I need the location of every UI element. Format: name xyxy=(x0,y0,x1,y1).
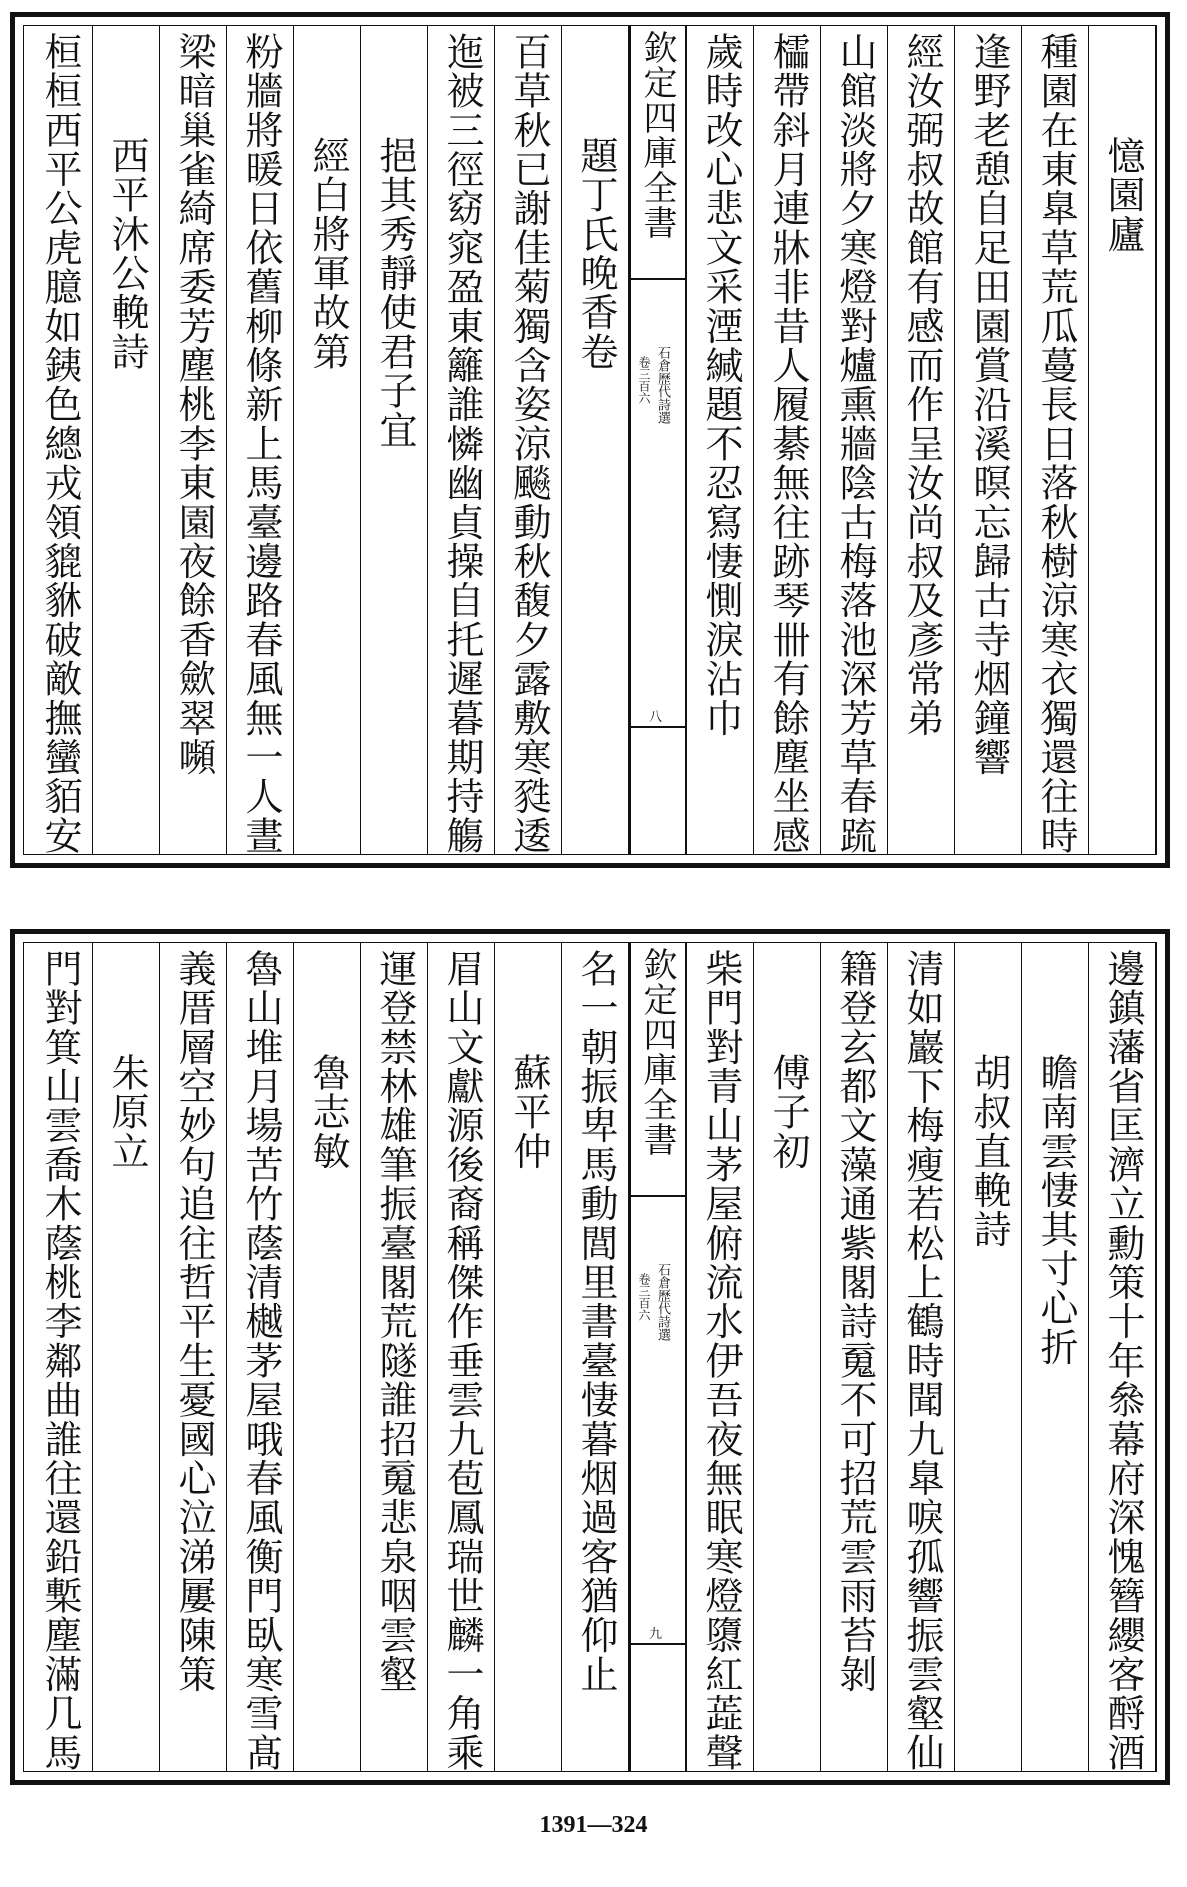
text-column xyxy=(687,943,754,1771)
text-column xyxy=(428,26,495,854)
banner-volume: 卷三百六 xyxy=(637,356,651,404)
poem-line: 清如巖下梅瘦若松上鶴時聞九臯唳孤響振雲壑仙 xyxy=(900,949,944,1773)
text-column xyxy=(687,26,754,854)
poem-line: 義厝層空妙句追往哲平生憂國心泣涕屢陳策 xyxy=(172,949,216,1694)
text-column xyxy=(26,26,93,854)
text-column xyxy=(1022,943,1089,1771)
text-column xyxy=(361,26,428,854)
poem-line: 粉牆將暖日依舊柳條新上馬臺邊路春風無一人晝 xyxy=(239,32,283,856)
text-column xyxy=(227,943,294,1771)
text-column xyxy=(160,943,227,1771)
poem-line: 櫺帶斜月連牀非昔人履綦無往跡琴卌有餘塵坐感 xyxy=(766,32,810,856)
top-page xyxy=(0,0,1187,880)
text-column xyxy=(821,26,888,854)
banner-rule xyxy=(631,278,685,280)
poem-line: 眉山文獻源後裔稱傑作垂雲九苞鳳瑞世麟一角乘 xyxy=(440,949,484,1773)
poem-line: 百草秋已謝佳菊獨含姿涼飈動秋馥夕露敷寒甤逶 xyxy=(507,32,551,856)
poem-title: 憶園廬 xyxy=(1101,136,1145,254)
poem-title: 胡叔直輓詩 xyxy=(967,1053,1011,1249)
text-column xyxy=(888,943,955,1771)
poem-title: 傅子初 xyxy=(766,1053,810,1171)
poem-line: 名一朝振卑馬動閭里書臺悽暮烟過客猶仰止 xyxy=(574,949,618,1694)
text-column xyxy=(495,943,562,1771)
poem-line: 運登禁林雄筆振臺閣荒隧誰招䰟悲泉咽雲壑 xyxy=(373,949,417,1694)
text-column xyxy=(294,943,361,1771)
text-column xyxy=(361,943,428,1771)
poem-line: 逢野老憩自足田園賞沿溪暝忘歸古寺烟鐘響 xyxy=(967,32,1011,777)
text-column xyxy=(1089,943,1156,1771)
banner-rule xyxy=(631,726,685,728)
poem-title: 題丁氏晚香卷 xyxy=(574,136,618,372)
poem-line: 籍登玄都文藻通紫閣詩䰟不可招荒雲雨苔剝 xyxy=(833,949,877,1694)
banner-title: 欽定四庫全書 xyxy=(637,947,677,1157)
text-column xyxy=(227,26,294,854)
text-column xyxy=(754,943,821,1771)
text-column xyxy=(955,26,1022,854)
text-column xyxy=(888,26,955,854)
bottom-page-frame xyxy=(10,929,1170,1785)
text-column xyxy=(294,26,361,854)
poem-title: 西平沐公輓詩 xyxy=(105,136,149,372)
page-caption: 1391—324 xyxy=(539,1812,648,1838)
bottom-page-columns xyxy=(23,942,1157,1772)
poem-line: 桓桓西平公虎臆如銕色總戎領貔貅破敵撫蠻貊安 xyxy=(38,32,82,856)
poem-line: 邊鎮藩省匡濟立勳策十年叅幕府深愧簪纓客酹酒 xyxy=(1101,949,1145,1773)
top-page-columns xyxy=(23,25,1157,855)
text-column xyxy=(428,943,495,1771)
text-column xyxy=(955,943,1022,1771)
fold-banner xyxy=(629,943,687,1771)
poem-line: 迤被三徑窈窕盈東籬誰憐幽貞操自托遲暮期持觴 xyxy=(440,32,484,856)
poem-title: 挹其秀靜使君子宜 xyxy=(373,136,417,450)
text-column xyxy=(821,943,888,1771)
banner-rule xyxy=(631,1195,685,1197)
poem-line: 歲時改心悲文采湮緘題不忍寫悽惻淚沾巾 xyxy=(699,32,743,738)
top-page-frame xyxy=(10,12,1170,868)
poem-line: 種園在東臯草荒瓜蔓長日落秋樹涼寒衣獨還往時 xyxy=(1034,32,1078,856)
poem-line: 山館淡將夕寒燈對爐熏牆陰古梅落池深芳草春䟽 xyxy=(833,32,877,856)
banner-rule xyxy=(631,1643,685,1645)
poem-title: 瞻南雲悽其寸心折 xyxy=(1034,1053,1078,1367)
poem-line: 梁暗巢雀綺席委芳塵桃李東園夜餘香歛翠嚬 xyxy=(172,32,216,777)
poem-line: 門對箕山雲喬木蔭桃李鄰曲誰往還鉛槧塵滿几馬 xyxy=(38,949,82,1773)
banner-book-title: 石倉歷代詩選 xyxy=(655,1263,670,1341)
text-column xyxy=(26,943,93,1771)
poem-title: 朱原立 xyxy=(105,1053,149,1171)
text-column xyxy=(93,26,160,854)
text-column xyxy=(93,943,160,1771)
text-column xyxy=(562,26,629,854)
poem-title: 蘇平仲 xyxy=(507,1053,551,1171)
poem-line: 柴門對青山茅屋俯流水伊吾夜無眠寒燈隳紅蕋聲 xyxy=(699,949,743,1773)
poem-title: 經白將軍故第 xyxy=(306,136,350,372)
poem-title: 魯志敏 xyxy=(306,1053,350,1171)
bottom-page xyxy=(0,917,1187,1797)
banner-page-number: 九 xyxy=(649,1627,663,1642)
banner-volume: 卷三百六 xyxy=(637,1273,651,1321)
banner-page-number: 八 xyxy=(649,710,663,725)
poem-line: 魯山堆月場苦竹蔭清樾茅屋哦春風衡門臥寒雪髙 xyxy=(239,949,283,1773)
text-column xyxy=(562,943,629,1771)
text-column xyxy=(495,26,562,854)
text-column xyxy=(1022,26,1089,854)
text-column xyxy=(1089,26,1156,854)
banner-title: 欽定四庫全書 xyxy=(637,30,677,240)
fold-banner xyxy=(629,26,687,854)
poem-line: 經汝弼叔故館有感而作呈汝尚叔及彥常弟 xyxy=(900,32,944,738)
banner-book-title: 石倉歷代詩選 xyxy=(655,346,670,424)
text-column xyxy=(754,26,821,854)
text-column xyxy=(160,26,227,854)
